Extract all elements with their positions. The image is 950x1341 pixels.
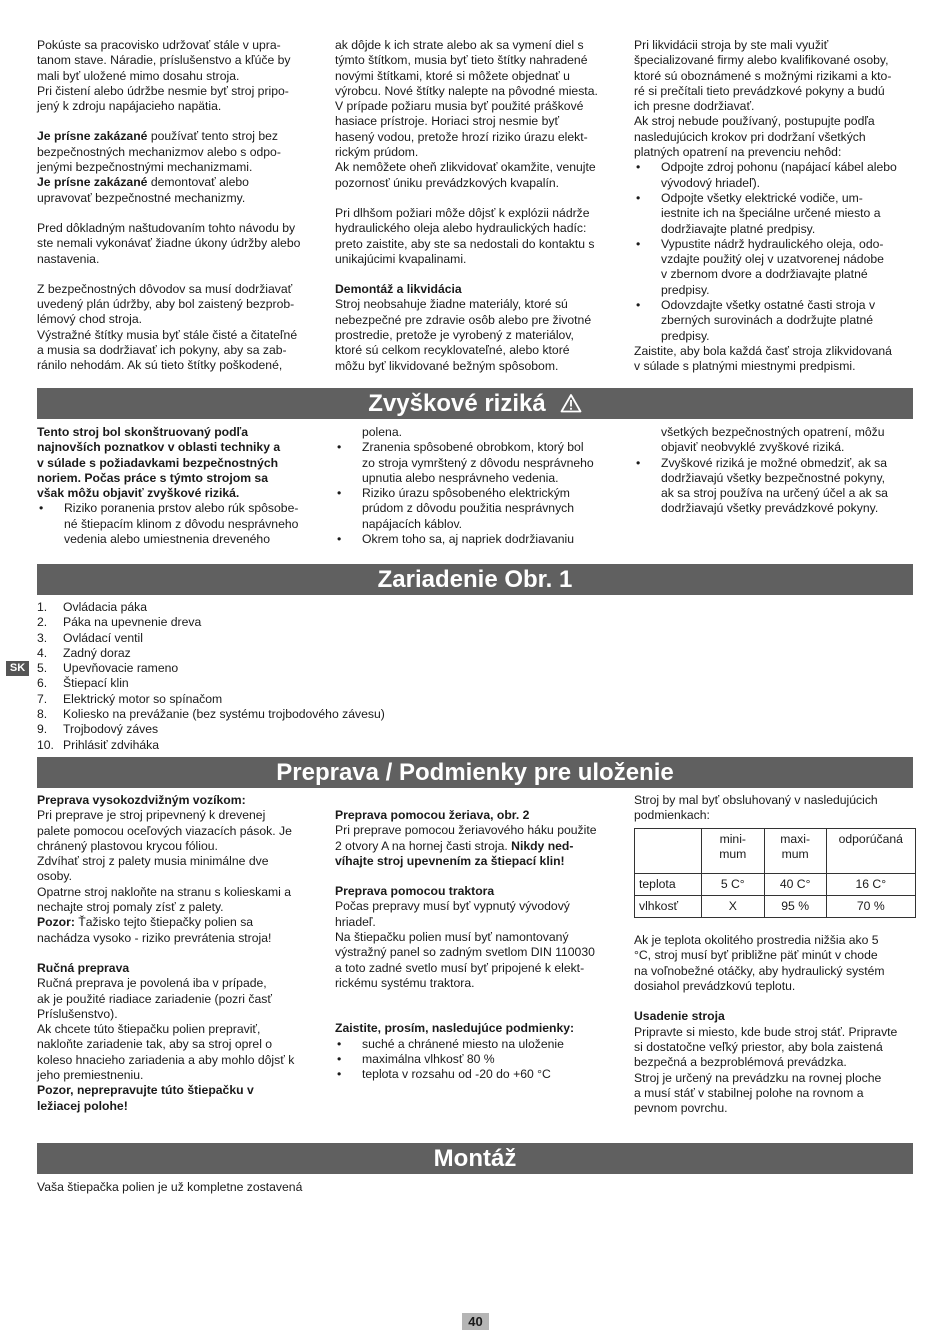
text-line: ste nemali vykonávať žiadne úkony údržby alebo <box>37 236 301 251</box>
text-line: môžu byť likvidované bežným spôsobom. <box>335 358 559 373</box>
list-item: 5. Upevňovacie rameno <box>37 661 179 676</box>
text-line: výrobcu. Nové štítky nalepte na pôvodné miesta. <box>335 83 598 98</box>
text-line: bezpečná a bezproblémová prevádzka. <box>634 1055 847 1070</box>
text-line: unikajúcimi kvapalinami. <box>335 251 467 266</box>
list-item: • maximálna vlhkosť 80 % <box>335 1052 617 1067</box>
text-line: tanom stave. Náradie, príslušenstvo a kľúče by <box>37 53 291 68</box>
text-line: Ak nemôžete oheň zlikvidovať okamžite, venujte <box>335 160 596 175</box>
list-item-continuation: polena. <box>362 425 402 439</box>
table-cell: 70 % <box>826 895 915 917</box>
text-line: Pri čistení alebo údržbe nesmie byť stroj pripo- <box>37 83 289 98</box>
table-header-cell: mini- mum <box>701 828 764 873</box>
text-line: Z bezpečnostných dôvodov sa musí dodržiavať <box>37 281 293 296</box>
text-line: Pripravte si miesto, kde bude stroj stáť. Pripravte <box>634 1024 898 1039</box>
table-cell: teplota <box>635 873 702 895</box>
text-line: Je prísne zakázané demontovať alebo <box>37 175 249 190</box>
text-line: v súlade s požiadavkami bezpečnostných <box>37 455 279 470</box>
text-line: výstražný panel so zadným svetlom DIN 110030 <box>335 945 595 960</box>
text-line: prostredie, pretože je vyrobený z materiálov, <box>335 328 574 343</box>
section-title: Zariadenie Obr. 1 <box>377 566 573 593</box>
text-line: Pri likvidácii stroja by ste mali využiť <box>634 38 829 52</box>
text-line: ré si prečítali tieto prevádzkové pokyny a budú <box>634 83 885 98</box>
text-line: Počas prepravy musí byť vypnutý vývodový <box>335 899 570 914</box>
page-number: 40 <box>462 1313 489 1330</box>
text-line: koleso hnacieho zariadenia a aby mohlo dôjsť k <box>37 1052 295 1067</box>
text-line: V prípade požiaru musia byť použité práškové <box>335 99 584 114</box>
list-item: • suché a chránené miesto na uloženie <box>335 1037 617 1052</box>
text-line: Pri dlhšom požiari môže dôjsť k explózii nádrže <box>335 205 590 220</box>
text-line: Pozor, neprepravujte túto štiepačku v <box>37 1083 254 1098</box>
bullet-list <box>335 425 617 547</box>
text-line: pevnom povrchu. <box>634 1101 728 1116</box>
list-item: 1. Ovládacia páka <box>37 600 148 614</box>
text-line: Pokúste sa pracovisko udržovať stále v upra- <box>37 38 281 52</box>
list-item: 10. Prihlásiť zdviháka <box>37 737 160 752</box>
subheading: Demontáž a likvidácia <box>335 282 462 297</box>
list-item: 2. Páka na upevnenie dreva <box>37 615 202 630</box>
text-line: nechajte stroj pomaly zísť z palety. <box>37 900 224 915</box>
section-title: Preprava / Podmienky pre uloženie <box>276 759 674 786</box>
section-header-assembly <box>37 1143 913 1174</box>
text-line: podmienkach: <box>634 808 710 823</box>
top-column-3 <box>634 38 916 375</box>
text-line: na voľnobežné otáčky, aby hydraulický systém <box>634 963 885 978</box>
subheading: Preprava vysokozdvižným vozíkom: <box>37 793 246 807</box>
table-cell: X <box>701 895 764 917</box>
text-line: nasledujúcich krokov pri dodržaní všetkých <box>634 129 866 144</box>
text-line: °C, stroj musí byť približne päť minút v chode <box>634 948 878 963</box>
subheading: Preprava pomocou traktora <box>335 884 495 899</box>
list-item: 6. Štiepací klin <box>37 676 129 691</box>
list-item: • Vypustite nádrž hydraulického oleja, odo- vzdajte použitý olej v uzatvorenej nádobe v zbernom dvore a dodržiavajte platné predpisy. <box>634 237 916 298</box>
text-line: a musia sa dodržiavať ich pokyny, aby sa zab- <box>37 343 287 358</box>
text-line: novými štítkami, ktoré si môžete objednať u <box>335 68 570 83</box>
text-line: Príslušenstvo). <box>37 1006 118 1021</box>
list-item: • Odpojte zdroj pohonu (napájací kábel alebo vývodový hriadeľ). <box>634 160 916 191</box>
text-line: nastavenia. <box>37 251 100 266</box>
table-cell: vlhkosť <box>635 895 702 917</box>
text-line: hydraulického oleja alebo hydraulických hadíc: <box>335 221 587 236</box>
text-line: rickým prúdom. <box>335 145 419 160</box>
language-badge: SK <box>6 661 29 676</box>
text-line: pozornosť úniku prevádzkových kvapalín. <box>335 175 560 190</box>
text-line: jenými bezpečnostnými mechanizmami. <box>37 160 253 175</box>
subheading: Ručná preprava <box>37 960 130 975</box>
text-line: Ak chcete túto štiepačku polien prepraviť, <box>37 1022 261 1037</box>
text-line: si dostatočne veľký priestor, aby bola zaistená <box>634 1039 883 1054</box>
device-parts-list <box>37 600 637 753</box>
text-line: Stroj je určený na prevádzku na rovnej ploche <box>634 1070 882 1085</box>
text-line: Pri preprave pomocou žeriavového háku použite <box>335 823 597 838</box>
list-item: • teplota v rozsahu od -20 do +60 °C <box>335 1067 617 1082</box>
text-line: rickému systému traktora. <box>335 975 475 990</box>
section-title: Zvyškové riziká <box>368 390 546 417</box>
text-line: ak je použité riadiace zariadenie (pozri časť <box>37 991 272 1006</box>
operating-conditions-table <box>634 828 916 919</box>
text-line: osoby. <box>37 869 73 884</box>
assembly-text <box>37 1180 537 1195</box>
text-line: ležiacej polohe! <box>37 1098 128 1113</box>
table-header-cell: odporúčaná <box>826 828 915 873</box>
text-line: ich presne dodržiavať. <box>634 99 755 114</box>
text-line: Výstražné štítky musia byť stále čisté a čitateľné <box>37 327 298 342</box>
list-item: 7. Elektrický motor so spínačom <box>37 691 223 706</box>
text-line: nakloňte zariadenie tak, aby sa stroj oprel o <box>37 1037 273 1052</box>
text-line: Ak stroj nebude používaný, postupujte podľa <box>634 114 875 129</box>
text-line: Je prísne zakázané používať tento stroj bez <box>37 129 279 144</box>
table-header-cell: maxi- mum <box>764 828 826 873</box>
text-line: mali byť uložené mimo dosahu stroja. <box>37 68 240 83</box>
top-column-2 <box>335 38 617 374</box>
text-line: týmto štítkom, musia byť tieto štítky nahradené <box>335 53 588 68</box>
text-line: Tento stroj bol skonštruovaný podľa <box>37 425 248 439</box>
text-line: hriadeľ. <box>335 914 376 929</box>
bullet-list <box>335 1037 617 1083</box>
text-line: hasiace prístroje. Horiaci stroj nesmie byť <box>335 114 560 129</box>
top-column-1 <box>37 38 315 374</box>
text-line: palete pomocou oceľových viazacích pások. Je <box>37 823 292 838</box>
list-item: • Riziko poranenia prstov alebo rúk spôsobe- né štiepacím klinom z dôvodu nesprávneho vedenia alebo umiestnenia dreveného <box>37 501 319 547</box>
text-line: Pri preprave je stroj pripevnený k drevenej <box>37 808 266 823</box>
text-line: jený k zdroju napájacieho napätia. <box>37 99 222 114</box>
transport-column-2 <box>335 808 617 1082</box>
text-line: však môžu objaviť zvyškové riziká. <box>37 486 240 501</box>
text-line: a musí stáť v stabilnej polohe na rovnom a <box>634 1085 864 1100</box>
text-line: Vaša štiepačka polien je už kompletne zostavená <box>37 1180 303 1194</box>
text-line: jeho premiestneniu. <box>37 1068 144 1083</box>
table-cell: 16 C° <box>826 873 915 895</box>
list-item: • Zranenia spôsobené obrobkom, ktorý bol zo stroja vymrštený z dôvodu nesprávneho upnutia alebo nesprávneho vedenia. <box>335 440 617 486</box>
list-item: • Riziko úrazu spôsobeného elektrickým prúdom z dôvodu použitia nesprávnych napájacích káblov. <box>335 486 617 532</box>
table-cell: 40 C° <box>764 873 826 895</box>
risks-column-3 <box>634 425 916 517</box>
text-line: Ak je teplota okolitého prostredia nižšia ako 5 <box>634 933 879 948</box>
text-line: dosiahol prevádzkovú teplotu. <box>634 979 796 994</box>
list-item: 8. Koliesko na prevážanie (bez systému trojbodového závesu) <box>37 707 385 722</box>
section-header-transport <box>37 757 913 788</box>
text-line: platných opatrení na prevenciu nehôd: <box>634 145 842 160</box>
bullet-list <box>37 501 319 547</box>
text-line: nebezpečné pre zdravie osôb alebo pre životné <box>335 312 592 327</box>
list-item: • Okrem toho sa, aj napriek dodržiavaniu <box>335 532 617 547</box>
risks-column-2 <box>335 425 617 547</box>
text-line: Na štiepačku polien musí byť namontovaný <box>335 930 569 945</box>
text-line: Zaistite, aby bola každá časť stroja zlikvidovaná <box>634 343 892 358</box>
list-item: • Odovzdajte všetky ostatné časti stroja v zberných surovinách a dodržujte platné predpisy. <box>634 298 916 344</box>
text-line: Opatrne stroj nakloňte na stranu s kolieskami a <box>37 884 292 899</box>
subheading: Zaistite, prosím, nasledujúce podmienky: <box>335 1021 575 1036</box>
bullet-list <box>634 425 916 517</box>
table-row <box>635 895 916 917</box>
text-line: ktoré sú celkom recyklovateľné, alebo ktoré <box>335 343 570 358</box>
text-line: 2 otvory A na hornej časti stroja. Nikdy ned- <box>335 838 574 853</box>
transport-column-1 <box>37 793 319 1114</box>
table-row <box>635 873 916 895</box>
text-line: chránený plastovou krycou fóliou. <box>37 838 218 853</box>
text-line: nachádza vysoko - riziko prevrátenia stroja! <box>37 930 272 945</box>
list-item: 3. Ovládací ventil <box>37 630 143 645</box>
text-line: ak dôjde k ich strate alebo ak sa vymení diel s <box>335 38 584 52</box>
text-line: ránilo nehodám. Ak sú tieto štítky poškodené, <box>37 358 283 373</box>
bullet-list <box>634 160 916 344</box>
text-line: bezpečnostných mechanizmov alebo s odpo- <box>37 144 281 159</box>
text-line: uvedený plán údržby, aby bol zaistený bezprob- <box>37 297 295 312</box>
text-line: lémový chod stroja. <box>37 312 142 327</box>
text-line: víhajte stroj upevnením za štiepací klin! <box>335 853 565 868</box>
transport-column-3 <box>634 793 916 1116</box>
subheading: Preprava pomocou žeriava, obr. 2 <box>335 808 530 822</box>
table-cell: 5 C° <box>701 873 764 895</box>
table-header-row <box>635 828 916 873</box>
text-line: Pozor: Ťažisko tejto štiepačky polien sa <box>37 915 254 930</box>
text-line: Stroj by mal byť obsluhovaný v nasledujúcich <box>634 793 878 807</box>
text-line: špecializované firmy alebo kvalifikované osoby, <box>634 53 889 68</box>
text-line: v súlade s platnými miestnymi predpismi. <box>634 359 856 374</box>
text-line: preto zaistite, aby ste sa nedostali do kontaktu s <box>335 236 595 251</box>
text-line: upravovať bezpečnostné mechanizmy. <box>37 190 246 205</box>
text-line: Zdvíhať stroj z palety musia minimálne dve <box>37 854 269 869</box>
section-title: Montáž <box>433 1145 517 1172</box>
section-header-residual-risks <box>37 388 913 419</box>
list-item: 4. Zadný doraz <box>37 645 131 660</box>
list-item-continuation: všetkých bezpečnostných opatrení, môžu objaviť neobvyklé zvyškové riziká. <box>661 425 885 455</box>
subheading: Usadenie stroja <box>634 1009 725 1024</box>
text-line: noriem. Počas práce s týmto strojom sa <box>37 470 268 485</box>
text-line: Stroj neobsahuje žiadne materiály, ktoré sú <box>335 297 568 312</box>
list-item: • Zvyškové riziká je možné obmedziť, ak sa dodržiavajú všetky bezpečnostné pokyny, ak sa stroj používa na určený účel a ak sa dodržiavajú všetky prevádzkové pokyny. <box>634 456 916 517</box>
section-header-device <box>37 564 913 595</box>
list-item: 9. Trojbodový záves <box>37 722 159 737</box>
table-cell: 95 % <box>764 895 826 917</box>
risks-column-1 <box>37 425 319 547</box>
text-line: hasený vodou, pretože hrozí riziko úrazu elekt- <box>335 129 588 144</box>
text-line: Pred dôkladným naštudovaním tohto návodu by <box>37 220 296 235</box>
text-line: a toto zadné svetlo musí byť pripojené k elekt- <box>335 960 585 975</box>
text-line: Ručná preprava je povolená iba v prípade, <box>37 976 267 991</box>
text-line: najnovších poznatkov v oblasti techniky a <box>37 440 281 455</box>
text-line: ktoré sú oboznámené s možnými rizikami a kto- <box>634 68 892 83</box>
list-item: • Odpojte všetky elektrické vodiče, um- iestnite ich na špeciálne určené miesto a dodržiavajte platné predpisy. <box>634 191 916 237</box>
warning-triangle-icon <box>560 390 582 421</box>
